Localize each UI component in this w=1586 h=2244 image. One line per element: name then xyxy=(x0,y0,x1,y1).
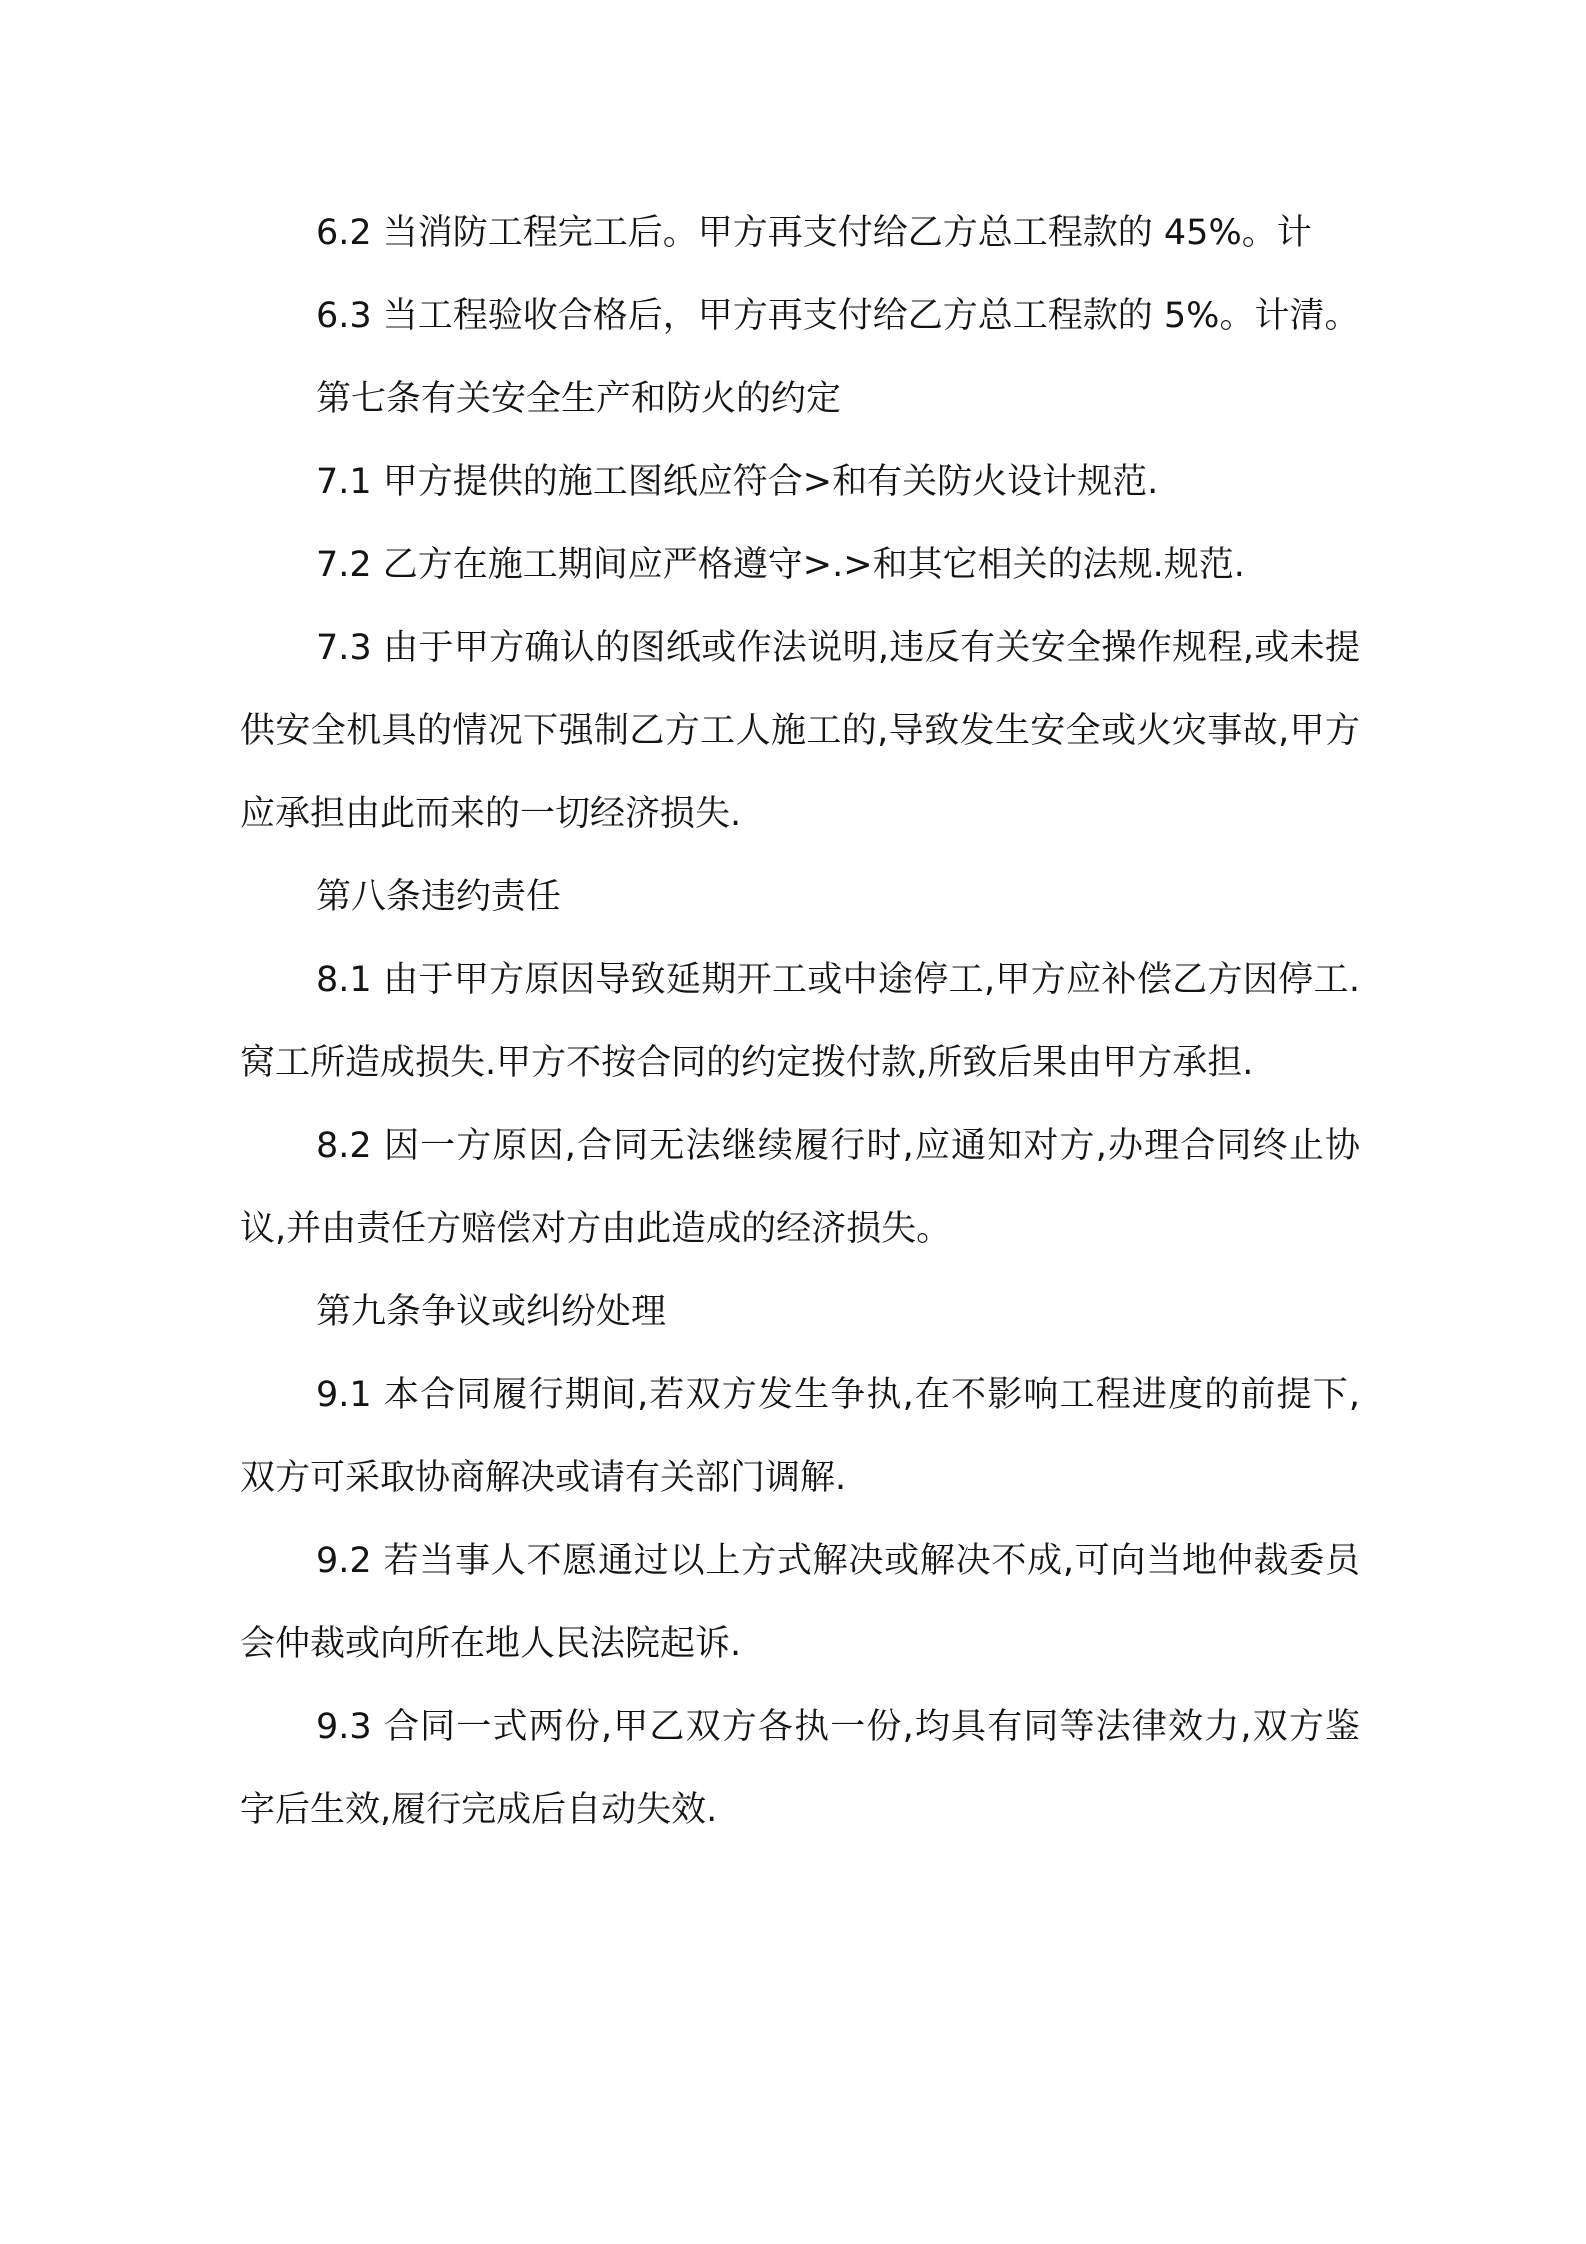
clause-9-2: 9.2 若当事人不愿通过以上方式解决或解决不成,可向当地仲裁委员会仲裁或向所在地人民法院起诉. xyxy=(240,1541,1360,1664)
article-7-heading: 第七条有关安全生产和防火的约定 xyxy=(316,379,842,419)
clause-6-3: 6.3 当工程验收合格后，甲方再支付给乙方总工程款的 5%。计清。 xyxy=(316,296,1360,336)
clause-7-1: 7.1 甲方提供的施工图纸应符合>和有关防火设计规范. xyxy=(316,462,1159,502)
clause-8-1: 8.1 由于甲方原因导致延期开工或中途停工,甲方应补偿乙方因停工.窝工所造成损失.甲方不按合同的约定拨付款,所致后果由甲方承担. xyxy=(240,960,1360,1083)
article-8-heading: 第八条违约责任 xyxy=(316,877,562,917)
clause-8-2: 8.2 因一方原因,合同无法继续履行时,应通知对方,办理合同终止协议,并由责任方赔偿对方由此造成的经济损失。 xyxy=(240,1126,1360,1249)
document-body xyxy=(240,192,1360,1852)
clause-7-3: 7.3 由于甲方确认的图纸或作法说明,违反有关安全操作规程,或未提供安全机具的情况下强制乙方工人施工的,导致发生安全或火灾事故,甲方应承担由此而来的一切经济损失. xyxy=(240,628,1360,834)
clause-9-1: 9.1 本合同履行期间,若双方发生争执,在不影响工程进度的前提下,双方可采取协商解决或请有关部门调解. xyxy=(240,1375,1360,1498)
clause-9-3: 9.3 合同一式两份,甲乙双方各执一份,均具有同等法律效力,双方鉴字后生效,履行完成后自动失效. xyxy=(240,1707,1360,1830)
article-9-heading: 第九条争议或纠纷处理 xyxy=(316,1292,667,1332)
clause-7-2: 7.2 乙方在施工期间应严格遵守>.>和其它相关的法规.规范. xyxy=(316,545,1245,585)
clause-6-2: 6.2 当消防工程完工后。甲方再支付给乙方总工程款的 45%。计 xyxy=(316,213,1312,253)
